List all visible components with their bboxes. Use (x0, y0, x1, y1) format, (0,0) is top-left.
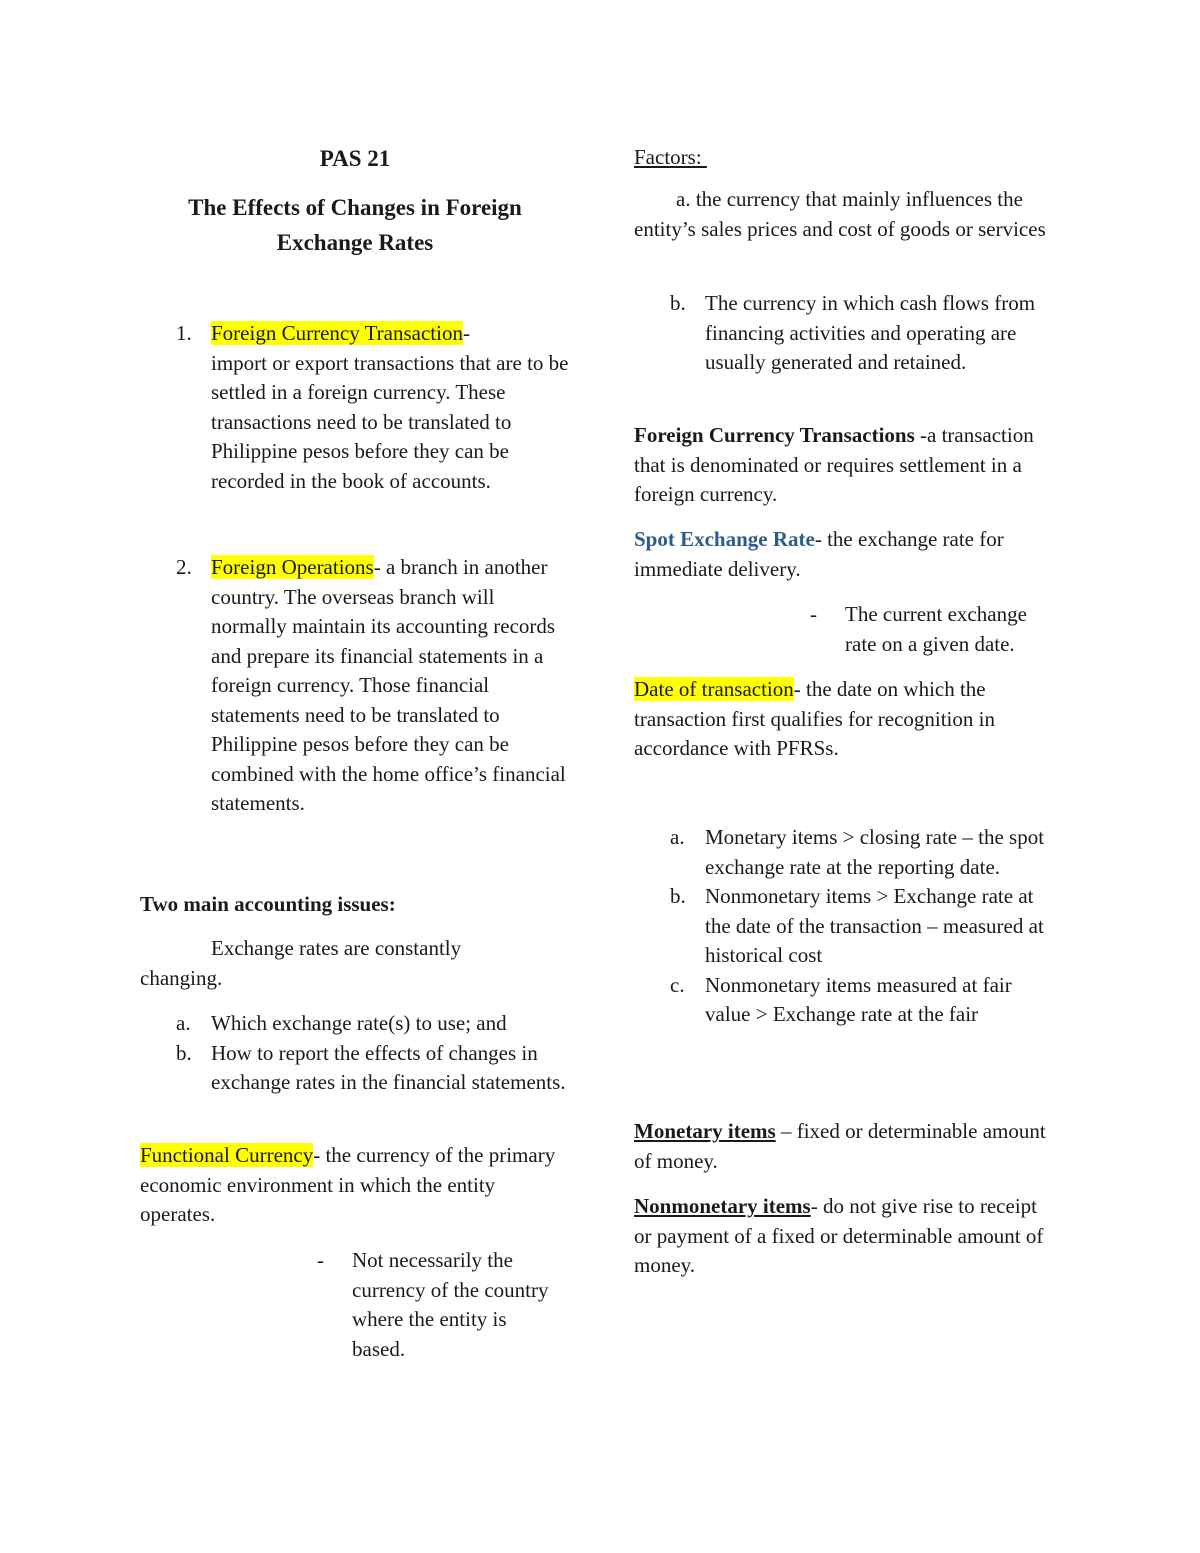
factor-a (634, 185, 1059, 244)
monetary-items-definition (634, 1117, 1059, 1176)
term-monetary-items: Monetary items (634, 1119, 776, 1143)
issues-list (140, 1009, 570, 1098)
functional-currency-note (317, 1246, 552, 1364)
rates-list-item-a (634, 823, 1059, 882)
numbered-item-1-text: import or export transactions that are to be settled in a foreign currency. These transactions need to be translated to Philippine pesos before they can be recorded in the book of accounts. (211, 350, 569, 493)
issues-text-b: How to report the effects of changes in exchange rates in the financial statements. (211, 1040, 566, 1094)
factor-b (634, 289, 1059, 378)
fct-text: -a transaction that is denominated or requires settlement in a foreign currency. (634, 423, 1034, 506)
term-spot-exchange-rate: Spot Exchange Rate (634, 527, 815, 551)
numbered-item-1-sep: - (462, 321, 470, 345)
numbered-item-2-text: a branch in another country. The overseas branch will normally maintain its accounting records and prepare its financial statements in a foreign currency. Those financial statements need to be translated to Philippine pesos before they can be combined with the home office’s financial statements. (211, 555, 566, 815)
issues-list-item-b (140, 1039, 570, 1098)
rates-text-c: Nonmonetary items measured at fair value > Exchange rate at the fair (705, 972, 1012, 1026)
factors-label: Factors: (634, 145, 707, 169)
rates-list (634, 823, 1059, 1030)
rates-list-item-b (634, 882, 1059, 971)
nonmonetary-items-definition (634, 1192, 1059, 1281)
rates-text-b: Nonmonetary items > Exchange rate at the date of the transaction – measured at historical cost (705, 884, 1044, 967)
term-nonmonetary-items: Nonmonetary items (634, 1194, 811, 1218)
factor-a-text: the currency that mainly influences the entity’s sales prices and cost of goods or services (634, 187, 1046, 241)
issues-marker-b: b. (176, 1040, 192, 1065)
functional-note-text: Not necessarily the currency of the country where the entity is based. (352, 1248, 549, 1361)
spot-rate-definition (634, 525, 1059, 584)
rates-list-item-c (634, 971, 1059, 1030)
numbered-item-2 (140, 553, 570, 819)
term-functional-currency: Functional Currency (140, 1143, 314, 1167)
spot-note-text: The current exchange rate on a given date. (845, 602, 1027, 656)
factor-b-marker: b. (670, 291, 686, 315)
subtitle-line-2: Exchange Rates (276, 230, 434, 255)
issues-marker-a: a. (176, 1011, 191, 1035)
monetary-items-text: – fixed or determinable amount of money. (634, 1119, 1046, 1173)
issues-list-item-a (140, 1009, 570, 1039)
functional-currency-text: - the currency of the primary economic environment in which the entity operates. (140, 1143, 556, 1226)
page-title: PAS 21 (319, 146, 391, 171)
rates-marker-b: b. (670, 884, 686, 908)
issues-intro: Exchange rates are constantly changing. (140, 936, 462, 990)
page-subtitle (140, 190, 570, 260)
rates-marker-a: a. (670, 825, 685, 849)
spot-note-marker: - (810, 602, 817, 626)
date-of-transaction-text: - the date on which the transaction first qualifies for recognition in accordance with PFRSs. (634, 677, 995, 760)
date-of-transaction-definition (634, 675, 1059, 764)
numbered-item-1 (140, 319, 570, 496)
rates-text-a: Monetary items > closing rate – the spot exchange rate at the reporting date. (705, 825, 1045, 879)
rates-marker-c: c. (670, 972, 685, 997)
fct-definition (634, 421, 1059, 510)
spot-rate-text: - the exchange rate for immediate delivery. (634, 527, 1004, 581)
nonmonetary-items-text: - do not give rise to receipt or payment of a fixed or determinable amount of money. (634, 1194, 1044, 1277)
term-foreign-operations: Foreign Operations (211, 555, 374, 579)
spot-rate-note (810, 600, 1055, 659)
term-foreign-currency-transactions: Foreign Currency Transactions (634, 423, 915, 447)
issues-heading: Two main accounting issues: (140, 892, 396, 916)
term-date-of-transaction: Date of transaction (634, 677, 794, 701)
term-foreign-currency-transaction: Foreign Currency Transaction (211, 321, 463, 345)
numbered-item-2-marker: 2. (176, 555, 192, 579)
numbered-item-1-marker: 1. (176, 321, 192, 345)
factor-b-text: The currency in which cash flows from financing activities and operating are usually generated and retained. (705, 291, 1036, 374)
numbered-item-2-sep: - (373, 555, 386, 579)
subtitle-line-1: The Effects of Changes in Foreign (188, 195, 522, 220)
factor-a-marker: a. (676, 187, 691, 211)
functional-note-marker: - (317, 1248, 324, 1272)
functional-currency-definition (140, 1141, 570, 1230)
issues-text-a: Which exchange rate(s) to use; and (211, 1011, 507, 1035)
